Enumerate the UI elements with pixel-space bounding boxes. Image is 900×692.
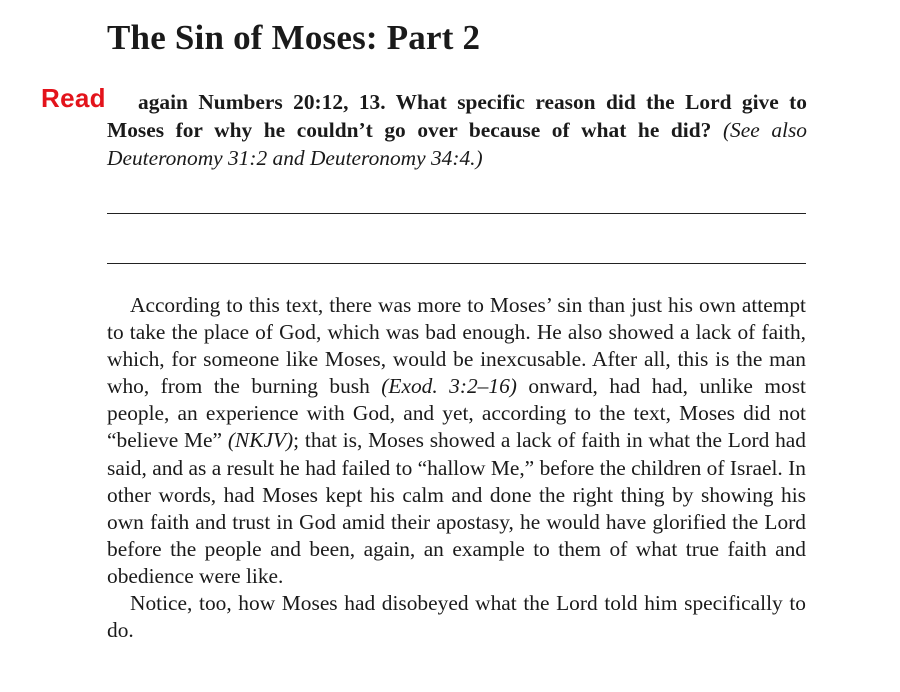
commentary [107,292,806,644]
paragraph-1-part-b: onward, had had, unlike most people, an experience with God, and yet, according to the text, Moses did not “believe Me” [107,374,807,453]
paragraph-1-part-a: According to this text, there was more to Moses’ sin than just his own attempt to take the place of God, which was bad enough. He also showed a lack of faith, which, for someone like Moses, would be inexcusable. After all, this is the man who, from the burning bush [107,293,806,399]
commentary-paragraph-2: Notice, too, how Moses had disobeyed what the Lord told him specifically to do. [107,591,806,643]
commentary-paragraph-1 [107,292,806,590]
paragraph-1-part-c: ; that is, Moses showed a lack of faith in what the Lord had said, and as a result he had failed to “hallow Me,” before the children of Israel. In other words, had Moses kept his calm and done the right thing by showing his own faith and trust in God amid their apostasy, he would have glorified the Lord before the people and been, again, an example to them of what true faith and obedience were like. [107,428,806,588]
study-question [107,88,807,172]
version-reference-nkjv: (NKJV) [227,428,294,453]
read-tag: Read [41,83,106,113]
answer-line-2[interactable] [107,263,806,264]
scripture-reference-exodus: (Exod. 3:2–16) [381,374,517,399]
answer-line-1[interactable] [107,213,806,214]
question-reference: (See also Deuteronomy 31:2 and Deuteronomy 34:4.) [107,118,807,170]
question-text: again Numbers 20:12, 13. What specific reason did the Lord give to Moses for why he couldn’t go over because of what he did? [107,90,807,142]
page-title: The Sin of Moses: Part 2 [107,18,481,57]
